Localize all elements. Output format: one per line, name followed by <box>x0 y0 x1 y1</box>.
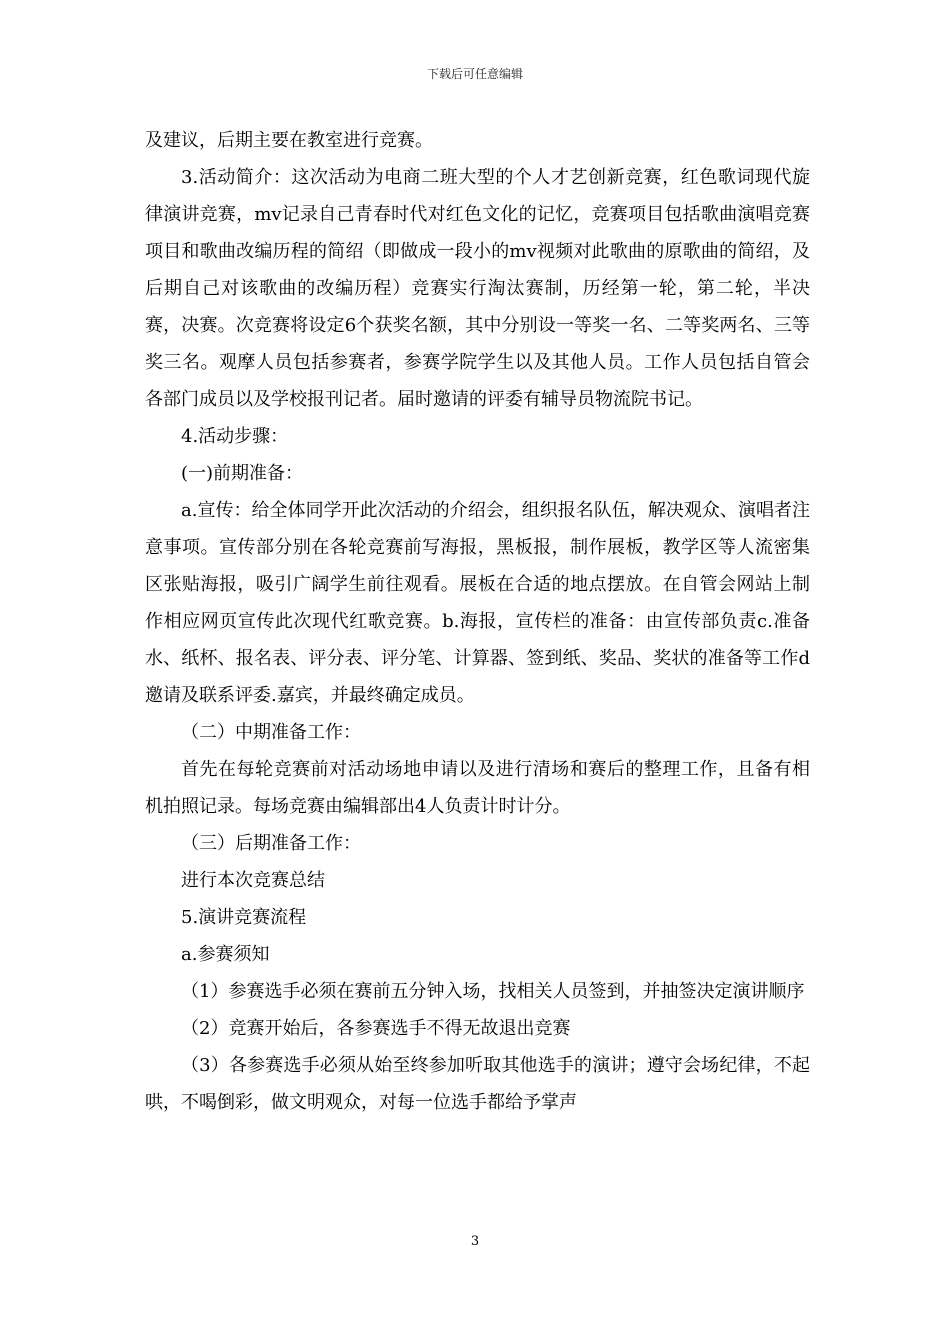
heading-activity-steps: 4.活动步骤： <box>181 426 289 447</box>
paragraph-publicity: a.宣传：给全体同学开此次活动的介绍会，组织报名队伍，解决观众、演唱者注意事项。宣传部分别在各轮竞赛前写海报，黑板报，制作展板，教学区等人流密集区张贴海报，吸引广阔学生前往观看。展板在合适的地点摆放。在自管会网站上制作相应网页宣传此次现代红歌竞赛。b.海报，宣传栏的准备：由宣传部负责c.准备水、纸杯、报名表、评分表、评分笔、计算器、签到纸、奖品、奖状的准备等工作d邀请及联系评委.嘉宾，并最终确定成员。 <box>145 500 810 706</box>
paragraph-continuation: 及建议，后期主要在教室进行竞赛。 <box>145 130 433 151</box>
heading-speech-flow: 5.演讲竞赛流程 <box>181 907 307 928</box>
heading-mid-prep: （二）中期准备工作： <box>181 722 361 743</box>
page-number: 3 <box>470 1234 480 1249</box>
document-body <box>145 122 810 1121</box>
rule-item-2: （2）竞赛开始后，各参赛选手不得无故退出竞赛 <box>181 1018 571 1039</box>
heading-notice: a.参赛须知 <box>181 944 270 965</box>
page-header: 下载后可任意编辑 <box>426 67 523 81</box>
heading-late-prep: （三）后期准备工作： <box>181 833 361 854</box>
rule-item-1: （1）参赛选手必须在赛前五分钟入场，找相关人员签到，并抽签决定演讲顺序 <box>181 981 805 1002</box>
paragraph-activity-intro: 3.活动简介：这次活动为电商二班大型的个人才艺创新竞赛，红色歌词现代旋律演讲竞赛，mv记录自己青春时代对红色文化的记忆，竞赛项目包括歌曲演唱竞赛项目和歌曲改编历程的简绍（即做成一段小的mv视频对此歌曲的原歌曲的简绍，及后期自己对该歌曲的改编历程）竞赛实行淘汰赛制，历经第一轮，第二轮，半决赛，决赛。次竞赛将设定6个获奖名额，其中分别设一等奖一名、二等奖两名、三等奖三名。观摩人员包括参赛者，参赛学院学生以及其他人员。工作人员包括自管会各部门成员以及学校报刊记者。届时邀请的评委有辅导员物流院书记。 <box>145 167 810 410</box>
paragraph-summary: 进行本次竞赛总结 <box>181 870 325 891</box>
heading-early-prep: (一)前期准备： <box>181 463 304 484</box>
paragraph-mid-prep: 首先在每轮竞赛前对活动场地申请以及进行清场和赛后的整理工作，且备有相机拍照记录。每场竞赛由编辑部出4人负责计时计分。 <box>145 759 810 817</box>
rule-item-3: （3）各参赛选手必须从始至终参加听取其他选手的演讲；遵守会场纪律，不起哄，不喝倒彩，做文明观众，对每一位选手都给予掌声 <box>145 1055 810 1113</box>
